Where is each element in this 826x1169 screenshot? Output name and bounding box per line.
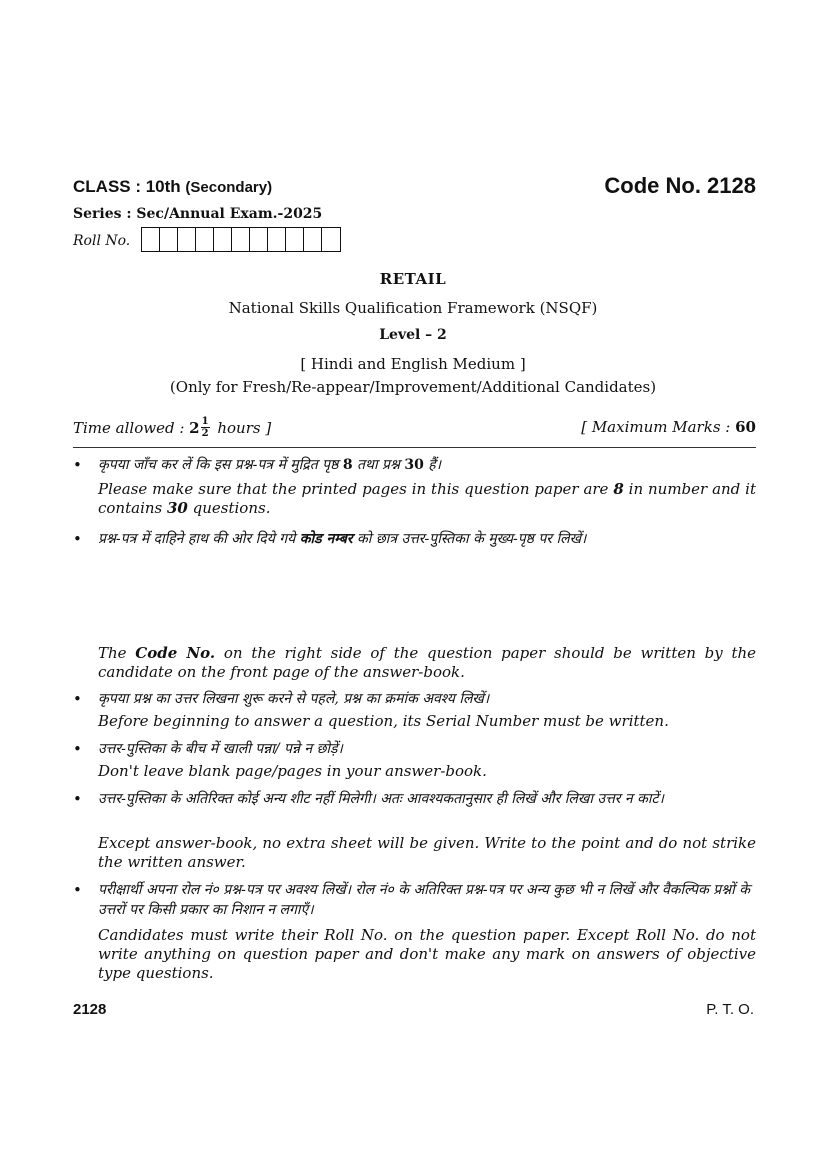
roll-digit-box[interactable] — [160, 228, 178, 251]
instruction-2-english — [98, 644, 756, 682]
text-part: प्रश्न-पत्र में दाहिने हाथ की ओर दिये गये — [98, 531, 300, 547]
instruction-2-hindi — [98, 529, 756, 549]
framework-title: National Skills Qualification Framework (NSQF) — [228, 299, 598, 317]
roll-digit-box[interactable] — [178, 228, 196, 251]
level-title: Level – 2 — [379, 327, 447, 343]
page-turn-over: P. T. O. — [706, 1001, 754, 1018]
fraction-denominator: 2 — [201, 428, 209, 439]
instruction-5-hindi: उत्तर-पुस्तिका के अतिरिक्त कोई अन्य शीट नहीं मिलेगी। अतः आवश्यकतानुसार ही लिखें और लिखा उत्तर न काटें। — [98, 791, 664, 807]
instruction-1-hindi — [98, 455, 756, 475]
text-part: on the right side of the question paper should be written by the candidate on the front page of the answer-book. — [98, 644, 757, 681]
roll-digit-box[interactable] — [250, 228, 268, 251]
time-prefix: Time allowed : — [73, 418, 185, 437]
time-fraction — [201, 416, 210, 439]
text-part: हैं। — [423, 457, 442, 473]
bold-number: 30 — [167, 499, 188, 517]
roll-digit-box[interactable] — [304, 228, 322, 251]
roll-digit-box[interactable] — [268, 228, 286, 251]
marks-prefix: [ Maximum Marks : — [581, 418, 731, 436]
instruction-4-hindi: उत्तर-पुस्तिका के बीच में खाली पन्ना/ पन्ने न छोड़ें। — [98, 741, 343, 757]
roll-digit-box[interactable] — [232, 228, 250, 251]
instruction-1-english — [98, 480, 756, 518]
text-part: को छात्र उत्तर-पुस्तिका के मुख्य-पृष्ठ पर लिखें। — [352, 531, 587, 547]
instruction-3-english: Before beginning to answer a question, its Serial Number must be written. — [98, 712, 669, 730]
text-part: in number and it contains — [98, 480, 756, 517]
bullet-4: • — [73, 740, 82, 758]
roll-number-boxes[interactable] — [141, 227, 341, 252]
time-whole: 2 — [189, 418, 200, 437]
roll-number-label: Roll No. — [73, 233, 131, 249]
instruction-6-hindi: परीक्षार्थी अपना रोल नं० प्रश्न-पत्र पर अवश्य लिखें। रोल नं० के अतिरिक्त प्रश्न-पत्र पर अन्य कुछ भी न लिखें और वैकल्पिक प्रश्नों के उत्तरों पर किसी प्रकार का निशान न लगाएँ। — [98, 882, 750, 918]
instruction-3-hindi: कृपया प्रश्न का उत्तर लिखना शुरू करने से पहले, प्रश्न का क्रमांक अवश्य लिखें। — [98, 691, 490, 707]
bold-text: कोड नम्बर — [299, 531, 353, 547]
roll-digit-box[interactable] — [286, 228, 304, 251]
fraction-numerator: 1 — [201, 416, 209, 427]
text-part: Please make sure that the printed pages in this question paper are — [98, 480, 614, 498]
subject-title: RETAIL — [379, 270, 447, 288]
instruction-6-english: Candidates must write their Roll No. on the question paper. Except Roll No. do not write anything on question paper and don't make any mark on answers of objective type questions. — [98, 926, 756, 982]
bullet-5: • — [73, 790, 82, 808]
bullet-6: • — [73, 881, 82, 899]
candidates-label: (Only for Fresh/Re-appear/Improvement/Additional Candidates) — [169, 378, 657, 396]
text-part: The — [98, 644, 136, 662]
class-text: CLASS : 10th — [73, 177, 181, 196]
text-part: questions. — [187, 499, 271, 517]
class-label — [73, 177, 272, 197]
bullet-1: • — [73, 456, 82, 474]
roll-digit-box[interactable] — [322, 228, 340, 251]
bold-number: 8 — [342, 457, 353, 473]
roll-digit-box[interactable] — [142, 228, 160, 251]
bold-number: 8 — [613, 480, 624, 498]
bullet-3: • — [73, 690, 82, 708]
marks-value: 60 — [735, 418, 756, 436]
series-label: Series : Sec/Annual Exam.-2025 — [73, 206, 323, 222]
roll-digit-box[interactable] — [214, 228, 232, 251]
time-suffix: hours ] — [217, 418, 272, 437]
code-number: Code No. 2128 — [604, 173, 756, 198]
class-stream: (Secondary) — [185, 179, 273, 196]
instruction-4-english: Don't leave blank page/pages in your answer-book. — [98, 762, 487, 780]
roll-digit-box[interactable] — [196, 228, 214, 251]
text-part: कृपया जाँच कर लें कि इस प्रश्न-पत्र में मुद्रित पृष्ठ — [98, 457, 343, 473]
medium-label: [ Hindi and English Medium ] — [300, 355, 526, 373]
divider — [73, 447, 756, 448]
footer-code: 2128 — [73, 1001, 107, 1018]
time-allowed — [73, 416, 271, 439]
bold-number: 30 — [404, 457, 424, 473]
bullet-2: • — [73, 530, 82, 548]
bold-text: Code No. — [135, 644, 216, 662]
instruction-5-english: Except answer-book, no extra sheet will be given. Write to the point and do not strike the written answer. — [98, 834, 756, 871]
text-part: तथा प्रश्न — [352, 457, 405, 473]
maximum-marks — [581, 418, 756, 436]
